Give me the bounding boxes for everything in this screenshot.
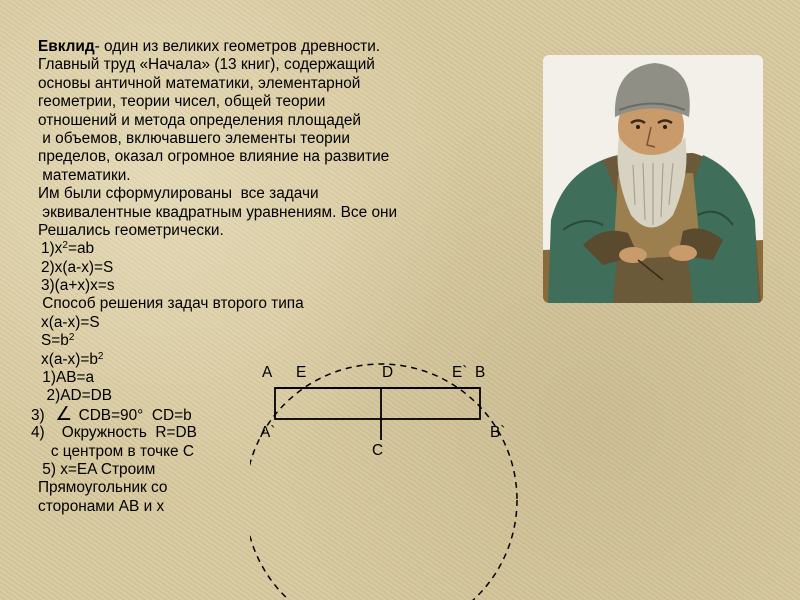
step-3-rest: CDB=90° CD=b xyxy=(74,406,192,424)
method-heading: Способ решения задач второго типа xyxy=(38,295,304,313)
text-line-5: отношений и метода определения площадей xyxy=(38,111,361,129)
diagram-label-e-prime: E` xyxy=(452,364,468,381)
equation-2: 2)x(a-x)=S xyxy=(41,258,114,276)
euclid-portrait-icon xyxy=(543,55,763,303)
m3-base: x(a-x)=b xyxy=(41,350,98,368)
angle-icon: ∠ xyxy=(55,403,73,425)
diagram-label-b-prime: B` xyxy=(490,424,506,441)
step-4-continued: с центром в точке C xyxy=(38,442,194,460)
text-line-10: эквивалентные квадратным уравнениям. Все они xyxy=(38,203,398,221)
equation-3: 3)(a+x)x=s xyxy=(41,277,115,295)
diagram-label-b: B xyxy=(475,364,486,381)
m2-exponent: 2 xyxy=(68,332,75,344)
diagram-rectangle xyxy=(275,388,480,419)
text-line-1-rest: - один из великих геометров древности. xyxy=(94,38,381,55)
eq1-exponent: 2 xyxy=(62,240,68,252)
text-line-11: Решались геометрически. xyxy=(38,221,224,239)
eq1-base: 1)x xyxy=(41,240,63,258)
diagram-label-a: A xyxy=(262,364,273,381)
text-line-3: основы античной математики, элементарной xyxy=(38,74,361,92)
diagram-label-a-prime: A` xyxy=(260,424,276,441)
diagram-label-c: C xyxy=(372,442,384,459)
step-2: 2)AD=DB xyxy=(38,387,112,405)
geometry-diagram xyxy=(250,340,540,600)
text-line-7: пределов, оказал огромное влияние на развитие xyxy=(38,148,390,166)
method-line-1: x(a-x)=S xyxy=(41,313,100,331)
text-line-1 xyxy=(38,38,518,56)
diagram-label-d: D xyxy=(382,364,394,381)
step-6: Прямоугольник со xyxy=(38,479,168,497)
text-line-2: Главный труд «Начала» (13 книг), содержащий xyxy=(38,56,375,74)
diagram-label-e: E xyxy=(296,364,307,381)
euclid-name: Евклид xyxy=(38,38,95,55)
m2-base: S=b xyxy=(41,332,69,350)
diagram-circle xyxy=(250,364,517,600)
equation-1 xyxy=(38,240,518,258)
eq1-rest: =ab xyxy=(67,240,95,258)
text-line-4: геометрии, теории чисел, общей теории xyxy=(38,93,326,111)
text-line-9: Им были сформулированы все задачи xyxy=(38,185,319,203)
text-line-6: и объемов, включавшего элементы теории xyxy=(38,129,350,147)
step-4: 4) Окружность R=DB xyxy=(31,424,197,442)
text-line-8: математики. xyxy=(38,166,131,184)
step-3-number: 3) xyxy=(31,406,54,424)
step-7: сторонами AB и x xyxy=(38,497,165,515)
m3-exponent: 2 xyxy=(97,350,104,362)
step-1: 1)AB=a xyxy=(38,369,95,387)
step-5: 5) x=EA Строим xyxy=(38,460,156,478)
